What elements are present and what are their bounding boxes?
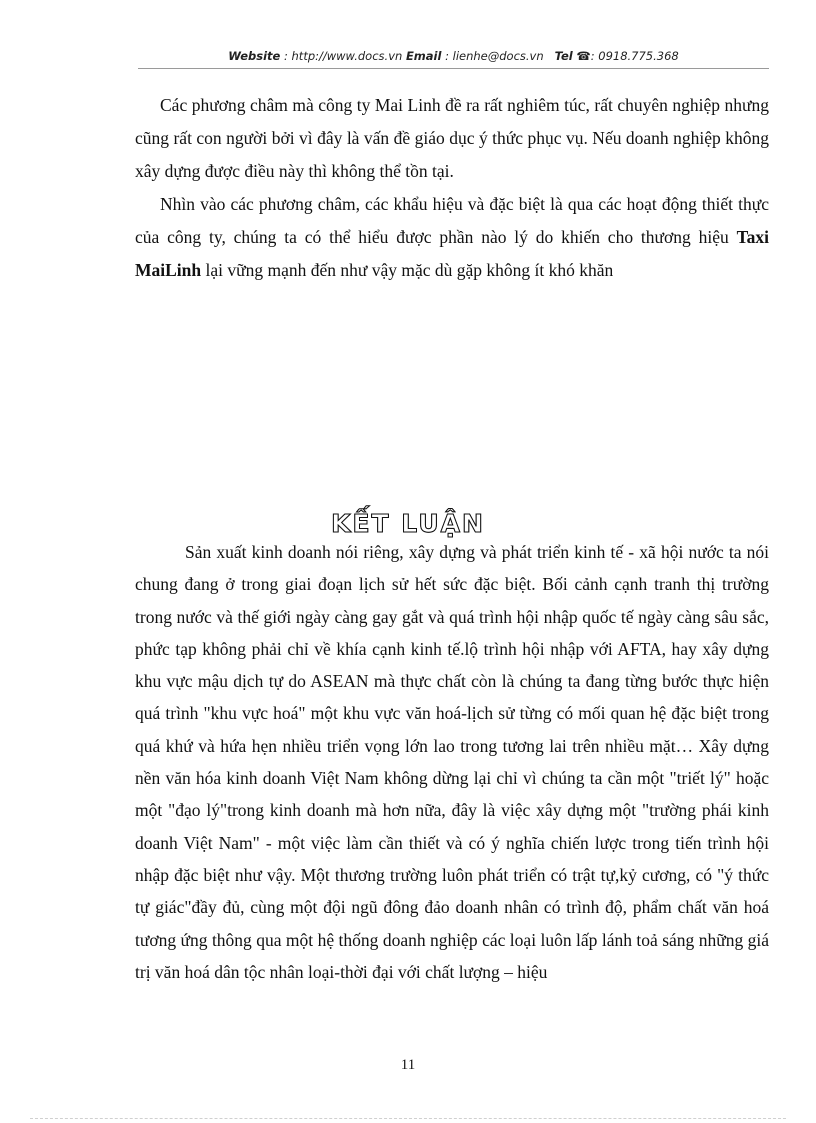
paragraph-2-end: lại vững mạnh đến như vậy mặc dù gặp không ít khó khăn	[201, 260, 614, 280]
brand-name: Taxi MaiLinh	[135, 227, 769, 280]
conclusion-paragraph: Sản xuất kinh doanh nói riêng, xây dựng và phát triển kinh tế - xã hội nước ta nói chung đang ở trong giai đoạn lịch sử hết sức đặc biệt. Bối cảnh cạnh tranh thị trường trong nước và thế giới ngày càng gay gắt và quá trình hội nhập quốc tế ngày càng sâu sắc, phức tạp không phải chỉ về khía cạnh kinh tế.lộ trình hội nhập với AFTA, hay xây dựng khu vực mậu dịch tự do ASEAN mà thực chất còn là chúng ta đang từng bước thực hiện quá trình "khu vực hoá" một khu vực văn hoá-lịch sử từng có mối quan hệ đặc biệt trong quá khứ và hứa hẹn nhiều triển vọng lớn lao trong tương lai trên nhiều mặt… Xây dựng nền văn hóa kinh doanh Việt Nam không dừng lại chỉ vì chúng ta cần một "triết lý" hoặc một "đạo lý"trong kinh doanh mà hơn nữa, đây là việc xây dựng một "trường phái kinh doanh Việt Nam" - một việc làm cần thiết và có ý nghĩa chiến lược trong tiến trình hội nhập đặc biệt như vậy. Một thương trường luôn phát triển có trật tự,kỷ cương, có "ý thức tự giác"đầy đủ, cùng một đội ngũ đông đảo doanh nhân có trình độ, phẩm chất văn hoá tương ứng thông qua một hệ thống doanh nghiệp các loại luôn lấp lánh toả sáng những giá trị văn hoá dân tộc nhân loại-thời đại với chất lượng – hiệu	[135, 542, 769, 982]
email-label: Email	[405, 49, 442, 63]
phone-icon: ☎	[576, 49, 591, 63]
paragraph-2	[135, 188, 769, 287]
body-text	[135, 89, 769, 287]
tel-value: : 0918.775.368	[590, 49, 679, 63]
page-header	[138, 48, 769, 69]
footer-divider	[30, 1118, 786, 1119]
conclusion-text	[135, 536, 769, 988]
paragraph-2-start: Nhìn vào các phương châm, các khẩu hiệu và đặc biệt là qua các hoạt động thiết thực của công ty, chúng ta có thể hiểu được phần nào lý do khiến cho thương hiệu	[135, 194, 769, 247]
website-label: Website	[228, 49, 281, 63]
website-sep: :	[280, 49, 292, 63]
paragraph-1: Các phương châm mà công ty Mai Linh đề ra rất nghiêm túc, rất chuyên nghiệp nhưng cũng rất con người bởi vì đây là vấn đề giáo dục ý thức phục vụ. Nếu doanh nghiệp không xây dựng được điều này thì không thể tồn tại.	[135, 95, 769, 181]
heading-text: KẾT LUẬN	[331, 509, 485, 538]
email-value[interactable]: lienhe@docs.vn	[452, 49, 544, 63]
tel-label: Tel	[554, 49, 573, 63]
page-number: 11	[400, 1057, 416, 1073]
website-url[interactable]: http://www.docs.vn	[291, 49, 403, 63]
email-sep: :	[441, 49, 453, 63]
